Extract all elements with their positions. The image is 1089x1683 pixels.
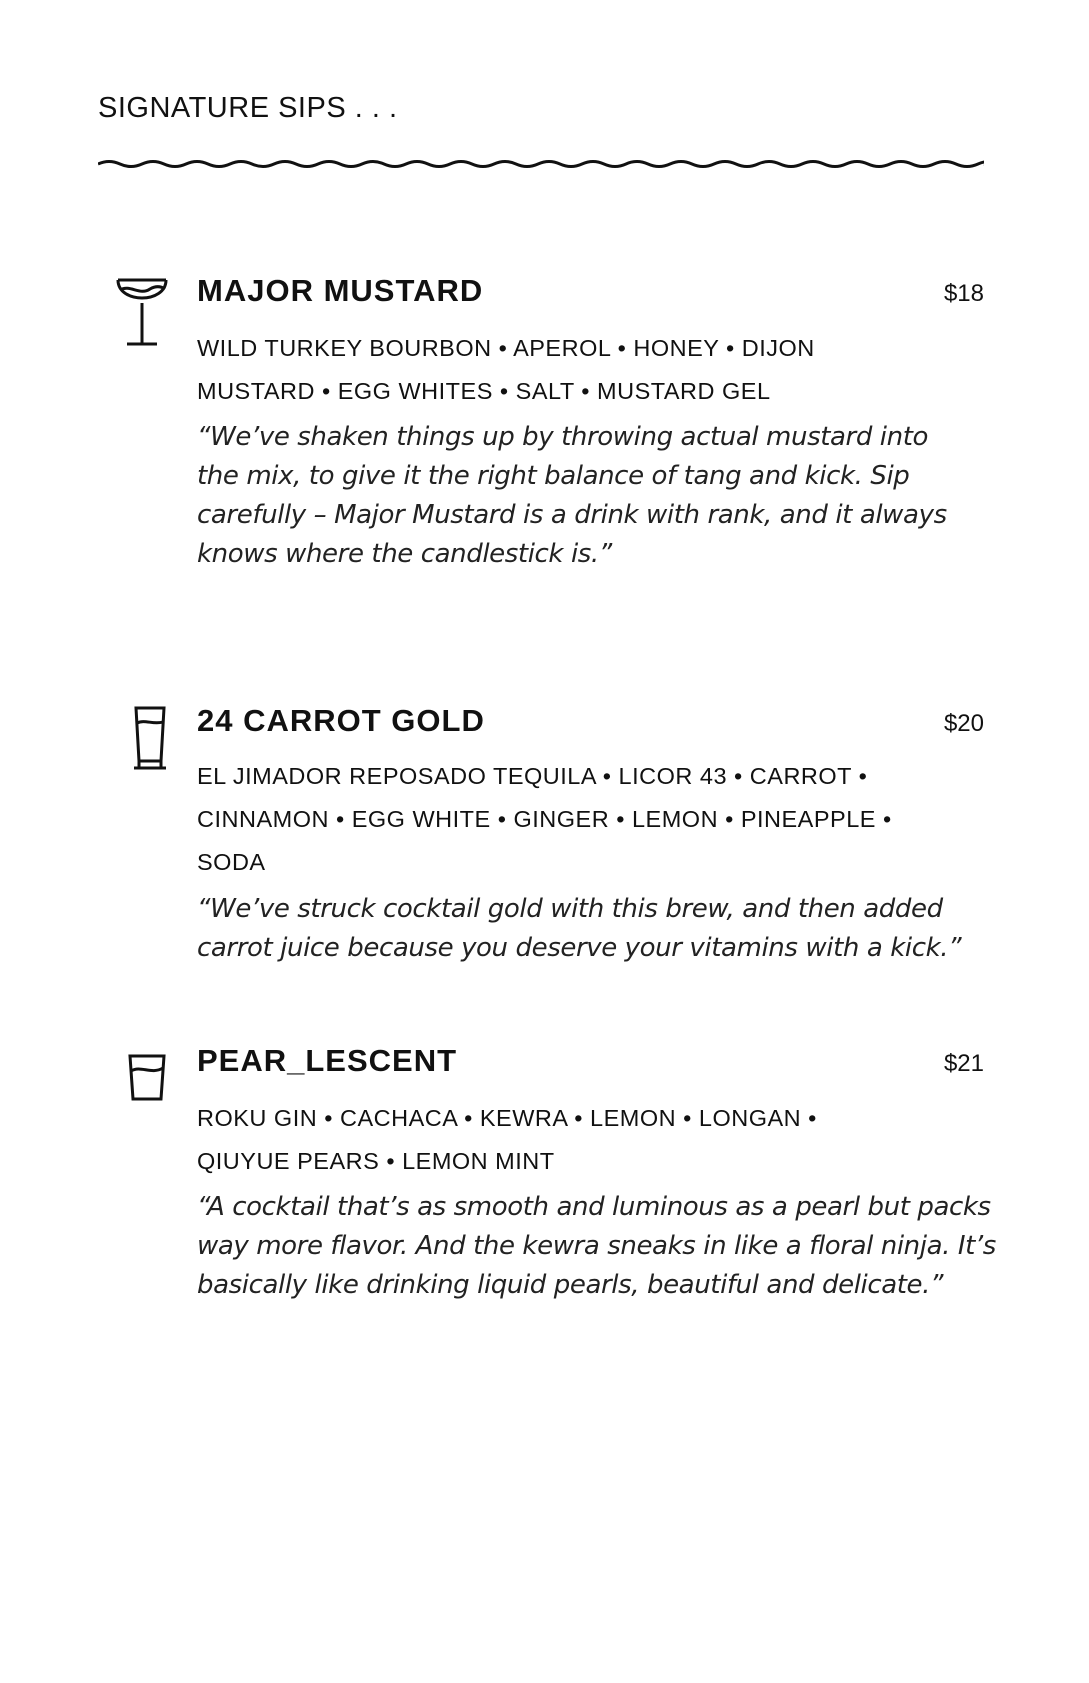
highball-glass-icon: [131, 705, 169, 773]
item-name: PEAR_LESCENT: [197, 1043, 458, 1078]
item-ingredients: WILD TURKEY BOURBON • APEROL • HONEY • DIJON MUSTARD • EGG WHITES • SALT • MUSTARD GEL: [197, 335, 815, 404]
item-price: $18: [943, 280, 984, 307]
coupe-glass-icon: [115, 276, 169, 352]
item-ingredients: EL JIMADOR REPOSADO TEQUILA • LICOR 43 • CARROT • CINNAMON • EGG WHITE • GINGER • LEMON • PINEAPPLE • SODA: [197, 763, 892, 875]
item-name: MAJOR MUSTARD: [197, 273, 484, 308]
item-description: “A cocktail that’s as smooth and luminous as a pearl but packs way more flavor. And the kewra sneaks in like a floral ninja. It’s basically like drinking liquid pearls, beautiful and delicate.”: [197, 1192, 996, 1300]
item-ingredients: ROKU GIN • CACHACA • KEWRA • LEMON • LONGAN • QIUYUE PEARS • LEMON MINT: [197, 1105, 817, 1174]
section-title: SIGNATURE SIPS . . .: [98, 92, 398, 124]
item-description: “We’ve shaken things up by throwing actual mustard into the mix, to give it the right balance of tang and kick. Sip carefully – Major Mustard is a drink with rank, and it always knows where the candlestick is.”: [197, 422, 947, 569]
wave-divider: [98, 152, 984, 176]
item-price: $21: [943, 1050, 984, 1077]
item-price: $20: [943, 710, 984, 737]
rocks-glass-icon: [127, 1053, 167, 1103]
item-description: “We’ve struck cocktail gold with this brew, and then added carrot juice because you deserve your vitamins with a kick.”: [197, 894, 962, 963]
item-name: 24 CARROT GOLD: [197, 703, 485, 738]
